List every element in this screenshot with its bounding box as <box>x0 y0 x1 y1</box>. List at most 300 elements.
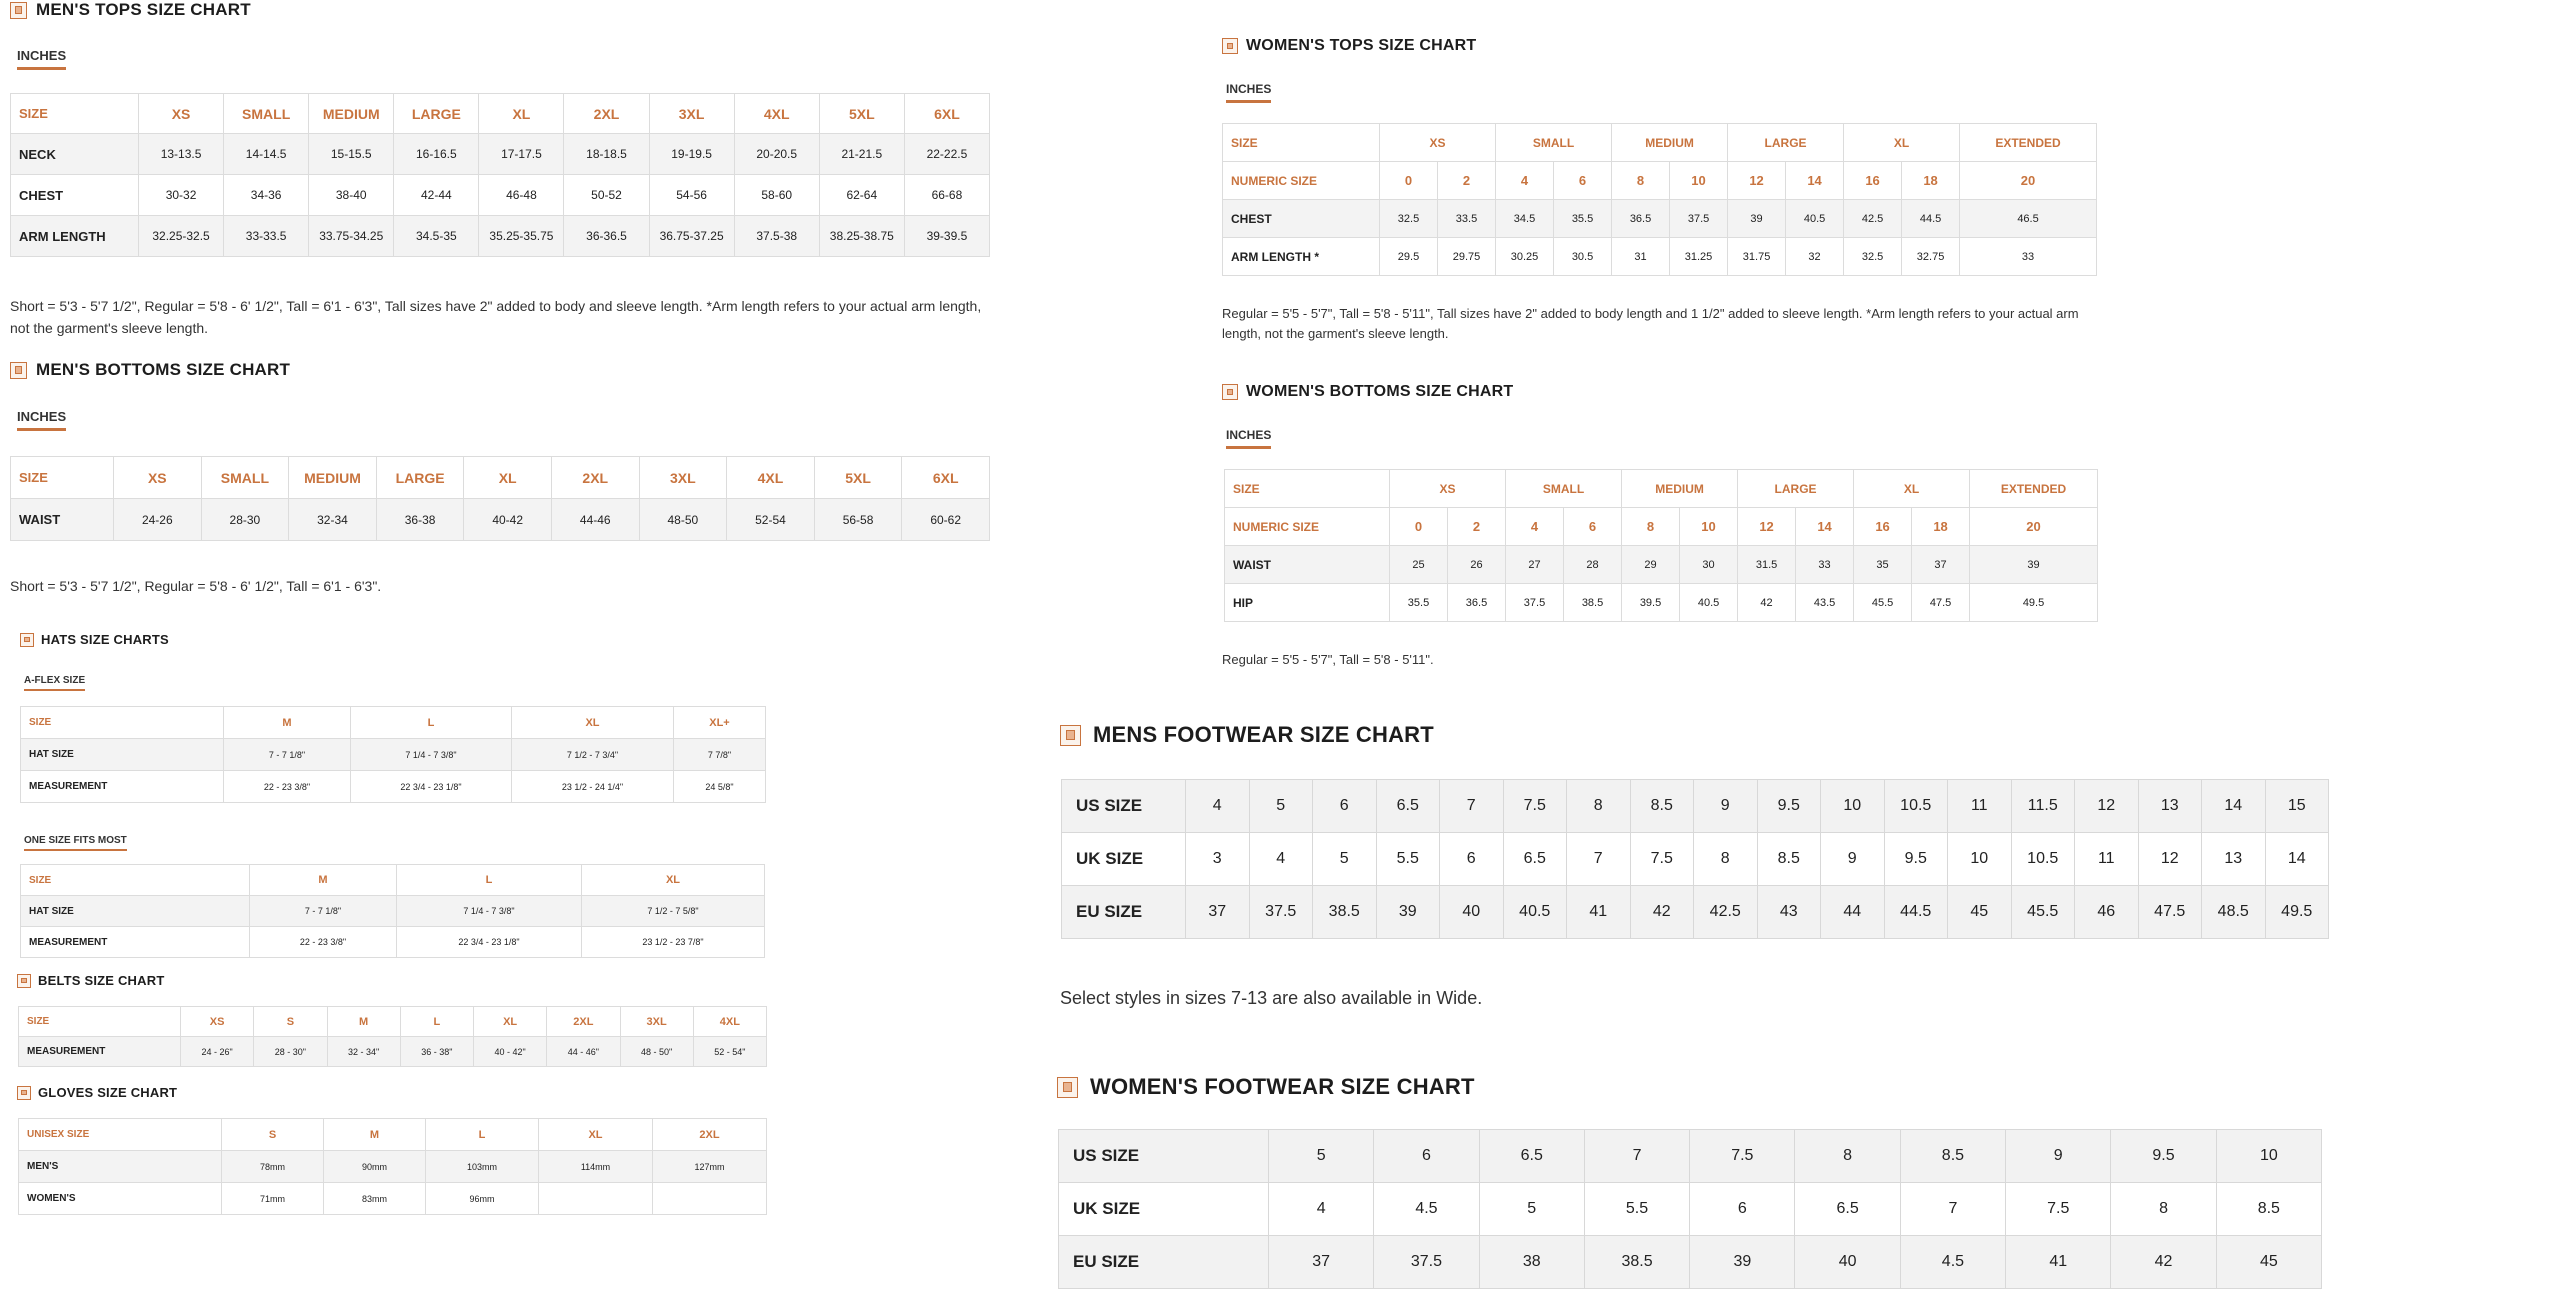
table-cell: 13-13.5 <box>139 134 224 175</box>
table-cell: 33 <box>1960 238 2097 276</box>
table-cell: 8.5 <box>2216 1183 2321 1236</box>
header-row <box>1223 162 2097 200</box>
table-cell: 11 <box>2075 833 2139 886</box>
table-cell: 62-64 <box>819 175 904 216</box>
mens-bottoms-header <box>10 360 290 380</box>
table-cell: 48 - 50" <box>620 1037 693 1067</box>
size-header-cell: XL+ <box>674 707 766 739</box>
table-cell: 48.5 <box>2202 886 2266 939</box>
size-header-cell: SMALL <box>201 457 289 499</box>
table-cell: 7.5 <box>1630 833 1694 886</box>
size-chart-icon <box>10 2 27 19</box>
table-cell: 28 <box>1564 546 1622 584</box>
table-cell: 35.5 <box>1390 584 1448 622</box>
table-cell: 44 <box>1821 886 1885 939</box>
mens-tops-note: Short = 5'3 - 5'7 1/2", Regular = 5'8 - 6' 1/2", Tall = 6'1 - 6'3", Tall sizes have 2" added to body and sleeve length. *Arm length refers to your actual arm length, not the garment's sleeve length. <box>10 298 982 336</box>
table-row <box>19 1151 767 1183</box>
header-row <box>1225 508 2098 546</box>
row-label: NECK <box>11 134 139 175</box>
header-row <box>19 1007 767 1037</box>
table-cell: 7 - 7 1/8" <box>250 896 397 927</box>
size-header-cell: XS <box>1390 470 1506 508</box>
table-cell: 7 7/8" <box>674 739 766 771</box>
table-cell: 15-15.5 <box>309 134 394 175</box>
row-label: ARM LENGTH * <box>1223 238 1380 276</box>
table-row <box>21 927 765 958</box>
row-label: SIZE <box>21 865 250 896</box>
osfm-tab[interactable] <box>24 830 127 851</box>
table-cell: 37.5 <box>1249 886 1313 939</box>
table-cell: 31.75 <box>1728 238 1786 276</box>
table-row <box>1062 833 2329 886</box>
table-cell: 16-16.5 <box>394 134 479 175</box>
table-cell: 20-20.5 <box>734 134 819 175</box>
table-row <box>11 216 990 257</box>
table-cell: 38 <box>1479 1236 1584 1289</box>
table-cell: 38.5 <box>1584 1236 1689 1289</box>
table-cell: 11.5 <box>2011 780 2075 833</box>
table-cell: 32.5 <box>1380 200 1438 238</box>
size-header-cell: 4 <box>1506 508 1564 546</box>
table-cell: 5.5 <box>1376 833 1440 886</box>
unit-tab-inches[interactable]: INCHES <box>1226 82 1271 103</box>
size-header-cell: 2XL <box>551 457 639 499</box>
row-label: SIZE <box>19 1007 181 1037</box>
table-cell: 52-54 <box>727 499 815 541</box>
gloves-section <box>17 1085 177 1100</box>
table-cell: 24-26 <box>114 499 202 541</box>
size-header-cell: XL <box>539 1119 653 1151</box>
table-cell: 56-58 <box>814 499 902 541</box>
mens-tops-section <box>10 0 251 20</box>
gloves-table <box>18 1118 767 1215</box>
size-header-cell: 18 <box>1912 508 1970 546</box>
table-cell: 50-52 <box>564 175 649 216</box>
hat-tab-one-size[interactable]: ONE SIZE FITS MOST <box>24 835 127 851</box>
table-cell: 8.5 <box>1630 780 1694 833</box>
section-title: HATS SIZE CHARTS <box>41 632 169 647</box>
size-header-cell: 3XL <box>639 457 727 499</box>
table-cell: 18-18.5 <box>564 134 649 175</box>
size-header-cell: L <box>351 707 512 739</box>
table-cell: 38.5 <box>1564 584 1622 622</box>
table-cell: 36.5 <box>1448 584 1506 622</box>
table-cell: 45 <box>1948 886 2012 939</box>
size-header-cell: L <box>397 865 582 896</box>
table-cell: 33-33.5 <box>224 216 309 257</box>
womens-tops-table <box>1222 123 2097 276</box>
table-cell: 37.5 <box>1670 200 1728 238</box>
table-cell: 38-40 <box>309 175 394 216</box>
table-cell: 32 <box>1786 238 1844 276</box>
table-cell: 36-38 <box>376 499 464 541</box>
table-cell: 7.5 <box>2006 1183 2111 1236</box>
table-row <box>1059 1130 2322 1183</box>
table-cell: 39 <box>1376 886 1440 939</box>
table-cell: 39.5 <box>1622 584 1680 622</box>
row-label: UNISEX SIZE <box>19 1119 222 1151</box>
table-cell: 83mm <box>324 1183 426 1215</box>
size-header-cell: 6 <box>1564 508 1622 546</box>
row-label: HAT SIZE <box>21 896 250 927</box>
header-row <box>11 457 990 499</box>
row-label: SIZE <box>11 457 114 499</box>
table-cell: 39 <box>1690 1236 1795 1289</box>
table-row <box>1225 546 2098 584</box>
table-cell: 6 <box>1440 833 1504 886</box>
table-cell: 32.5 <box>1844 238 1902 276</box>
womens-footwear-table <box>1058 1129 2322 1289</box>
mens-tops-tab[interactable] <box>17 47 66 70</box>
row-label: MEASUREMENT <box>21 927 250 958</box>
size-chart-icon <box>20 633 34 647</box>
table-cell: 9.5 <box>2111 1130 2216 1183</box>
size-header-cell: XS <box>181 1007 254 1037</box>
mens-footwear-header <box>1060 722 1434 748</box>
size-row <box>1223 124 2097 162</box>
size-header-cell: 6XL <box>904 94 989 134</box>
table-cell: 22-22.5 <box>904 134 989 175</box>
hat-tab-aflex[interactable]: A-FLEX SIZE <box>24 675 85 691</box>
size-header-cell: 3XL <box>649 94 734 134</box>
table-cell: 23 1/2 - 24 1/4" <box>512 771 674 803</box>
table-cell: 58-60 <box>734 175 819 216</box>
table-cell: 36 - 38" <box>400 1037 473 1067</box>
table-row <box>1059 1183 2322 1236</box>
table-row <box>19 1037 767 1067</box>
table-cell: 6 <box>1313 780 1377 833</box>
size-header-cell: 2XL <box>564 94 649 134</box>
table-cell: 7 1/2 - 7 5/8" <box>582 896 765 927</box>
table-cell: 42 <box>1738 584 1796 622</box>
size-header-cell: 10 <box>1670 162 1728 200</box>
size-header-cell: LARGE <box>1738 470 1854 508</box>
table-cell: 19-19.5 <box>649 134 734 175</box>
size-header-cell: 3XL <box>620 1007 693 1037</box>
table-cell: 43.5 <box>1796 584 1854 622</box>
mens-bottoms-note: Short = 5'3 - 5'7 1/2", Regular = 5'8 - 6' 1/2", Tall = 6'1 - 6'3". <box>10 578 382 594</box>
table-cell: 43 <box>1757 886 1821 939</box>
section-title: MEN'S BOTTOMS SIZE CHART <box>36 360 291 379</box>
table-cell: 28-30 <box>201 499 289 541</box>
table-cell: 38.5 <box>1313 886 1377 939</box>
size-header-cell: XL <box>479 94 564 134</box>
table-cell: 4 <box>1186 780 1250 833</box>
size-header-cell: M <box>250 865 397 896</box>
womens-tops-section <box>1222 37 1476 55</box>
osfm-table <box>20 864 765 958</box>
size-header-cell: MEDIUM <box>309 94 394 134</box>
table-cell: 35 <box>1854 546 1912 584</box>
table-row <box>1225 584 2098 622</box>
row-label: MEASUREMENT <box>21 771 224 803</box>
table-row <box>19 1183 767 1215</box>
table-cell: 3 <box>1186 833 1250 886</box>
table-cell: 7 <box>1567 833 1631 886</box>
table-cell: 12 <box>2075 780 2139 833</box>
size-header-cell: L <box>426 1119 539 1151</box>
size-header-cell: LARGE <box>376 457 464 499</box>
table-cell: 78mm <box>222 1151 324 1183</box>
table-cell: 48-50 <box>639 499 727 541</box>
table-cell: 9.5 <box>1884 833 1948 886</box>
table-cell: 34.5-35 <box>394 216 479 257</box>
table-cell: 5.5 <box>1584 1183 1689 1236</box>
table-cell: 40 <box>1440 886 1504 939</box>
size-header-cell: LARGE <box>394 94 479 134</box>
table-cell: 11 <box>1948 780 2012 833</box>
hats-header <box>20 632 169 647</box>
size-header-cell: L <box>400 1007 473 1037</box>
mens-footwear-note: Select styles in sizes 7-13 are also available in Wide. <box>1060 988 1483 1008</box>
table-cell: 22 - 23 3/8" <box>250 927 397 958</box>
table-cell: 32 - 34" <box>327 1037 400 1067</box>
table-cell: 36-36.5 <box>564 216 649 257</box>
table-cell: 4 <box>1269 1183 1374 1236</box>
row-label: HAT SIZE <box>21 739 224 771</box>
size-header-cell: SMALL <box>224 94 309 134</box>
table-cell: 6 <box>1374 1130 1479 1183</box>
mens-footwear-table <box>1061 779 2329 939</box>
row-label: WAIST <box>1225 546 1390 584</box>
aflex-tab[interactable] <box>24 670 85 691</box>
table-cell: 6.5 <box>1503 833 1567 886</box>
table-cell: 22 3/4 - 23 1/8" <box>351 771 512 803</box>
table-cell: 40-42 <box>464 499 552 541</box>
size-header-cell: M <box>224 707 351 739</box>
womens-bottoms-table <box>1224 469 2098 622</box>
table-cell: 37 <box>1186 886 1250 939</box>
size-header-cell: 6 <box>1554 162 1612 200</box>
table-cell: 39 <box>1970 546 2098 584</box>
row-label: SIZE <box>1225 470 1390 508</box>
size-header-cell: XL <box>512 707 674 739</box>
size-header-cell: 12 <box>1728 162 1786 200</box>
table-cell: 22 3/4 - 23 1/8" <box>397 927 582 958</box>
womens-tops-note: Regular = 5'5 - 5'7", Tall = 5'8 - 5'11", Tall sizes have 2" added to body length and 1 1/2" added to sleeve length. *Arm length refers to your actual arm length, not the garment's sleeve length. <box>1222 306 2079 342</box>
size-header-cell: EXTENDED <box>1960 124 2097 162</box>
section-title: MENS FOOTWEAR SIZE CHART <box>1093 722 1434 747</box>
size-header-cell: XS <box>114 457 202 499</box>
table-cell: 17-17.5 <box>479 134 564 175</box>
table-cell: 30.25 <box>1496 238 1554 276</box>
size-header-cell: 2XL <box>653 1119 767 1151</box>
womens-bottoms-note: Regular = 5'5 - 5'7", Tall = 5'8 - 5'11". <box>1222 652 1434 667</box>
table-row <box>1062 886 2329 939</box>
size-header-cell: 4XL <box>734 94 819 134</box>
size-chart-icon <box>17 974 31 988</box>
size-header-cell: 2 <box>1438 162 1496 200</box>
table-cell: 39 <box>1728 200 1786 238</box>
row-label: WOMEN'S <box>19 1183 222 1215</box>
belts-section <box>17 973 164 988</box>
table-cell: 9.5 <box>1757 780 1821 833</box>
size-header-cell: S <box>254 1007 327 1037</box>
table-cell: 21-21.5 <box>819 134 904 175</box>
header-row <box>11 94 990 134</box>
table-cell: 46.5 <box>1960 200 2097 238</box>
table-cell: 31.5 <box>1738 546 1796 584</box>
row-label: WAIST <box>11 499 114 541</box>
header-row <box>21 707 766 739</box>
table-cell: 14 <box>2202 780 2266 833</box>
row-label: MEASUREMENT <box>19 1037 181 1067</box>
row-label: SIZE <box>11 94 139 134</box>
table-cell: 45.5 <box>1854 584 1912 622</box>
row-label: US SIZE <box>1062 780 1186 833</box>
table-cell: 38.25-38.75 <box>819 216 904 257</box>
table-cell: 44 - 46" <box>547 1037 620 1067</box>
table-cell: 28 - 30" <box>254 1037 327 1067</box>
size-header-cell: MEDIUM <box>289 457 377 499</box>
row-label: SIZE <box>21 707 224 739</box>
size-header-cell: S <box>222 1119 324 1151</box>
table-cell: 10 <box>2216 1130 2321 1183</box>
mens-bottoms-tab[interactable] <box>17 408 66 431</box>
table-cell: 42.5 <box>1844 200 1902 238</box>
table-cell: 4.5 <box>1374 1183 1479 1236</box>
womens-footwear-section <box>1057 1074 1475 1100</box>
table-cell: 49.5 <box>2265 886 2329 939</box>
size-header-cell: M <box>324 1119 426 1151</box>
size-chart-icon <box>17 1086 31 1100</box>
table-cell: 5 <box>1479 1183 1584 1236</box>
table-cell: 25 <box>1390 546 1448 584</box>
size-header-cell: EXTENDED <box>1970 470 2098 508</box>
table-cell: 8 <box>1567 780 1631 833</box>
table-cell: 5 <box>1249 780 1313 833</box>
womens-bottoms-header <box>1222 383 1513 401</box>
table-cell: 71mm <box>222 1183 324 1215</box>
table-cell: 24 - 26" <box>181 1037 254 1067</box>
size-header-cell: 5XL <box>814 457 902 499</box>
table-cell: 33.5 <box>1438 200 1496 238</box>
size-header-cell: 4XL <box>727 457 815 499</box>
size-header-cell: 16 <box>1854 508 1912 546</box>
table-cell: 36.75-37.25 <box>649 216 734 257</box>
table-cell: 34.5 <box>1496 200 1554 238</box>
mens-tops-header <box>10 0 251 20</box>
size-header-cell: SMALL <box>1506 470 1622 508</box>
table-cell: 35.25-35.75 <box>479 216 564 257</box>
table-cell: 7.5 <box>1690 1130 1795 1183</box>
table-cell: 34-36 <box>224 175 309 216</box>
womens-tops-header <box>1222 37 1476 55</box>
table-row <box>11 134 990 175</box>
row-label: MEN'S <box>19 1151 222 1183</box>
table-row <box>21 739 766 771</box>
table-cell: 52 - 54" <box>693 1037 766 1067</box>
row-label: NUMERIC SIZE <box>1225 508 1390 546</box>
header-row <box>19 1119 767 1151</box>
unit-tab-inches[interactable]: INCHES <box>17 48 66 70</box>
table-cell: 49.5 <box>1970 584 2098 622</box>
table-cell: 10.5 <box>1884 780 1948 833</box>
womens-bottoms-tab[interactable] <box>1226 426 1271 449</box>
table-cell: 42 <box>1630 886 1694 939</box>
hats-section <box>20 632 169 647</box>
table-cell: 14-14.5 <box>224 134 309 175</box>
size-header-cell: XL <box>464 457 552 499</box>
table-row <box>1223 238 2097 276</box>
table-row <box>1059 1236 2322 1289</box>
table-cell: 30.5 <box>1554 238 1612 276</box>
mens-bottoms-table <box>10 456 990 541</box>
table-cell: 54-56 <box>649 175 734 216</box>
size-header-cell: 4XL <box>693 1007 766 1037</box>
header-row <box>21 865 765 896</box>
table-cell: 127mm <box>653 1151 767 1183</box>
belts-header <box>17 973 164 988</box>
table-cell: 7 <box>1584 1130 1689 1183</box>
table-cell: 32.25-32.5 <box>139 216 224 257</box>
table-cell: 5 <box>1269 1130 1374 1183</box>
section-title: WOMEN'S BOTTOMS SIZE CHART <box>1246 383 1514 400</box>
size-header-cell: 12 <box>1738 508 1796 546</box>
table-cell: 42 <box>2111 1236 2216 1289</box>
size-header-cell: 2XL <box>547 1007 620 1037</box>
size-header-cell: 20 <box>1970 508 2098 546</box>
table-cell: 10 <box>1948 833 2012 886</box>
unit-tab-inches[interactable]: INCHES <box>17 409 66 431</box>
table-cell: 6.5 <box>1795 1183 1900 1236</box>
table-cell: 6 <box>1690 1183 1795 1236</box>
size-header-cell: 16 <box>1844 162 1902 200</box>
table-cell: 40 - 42" <box>474 1037 547 1067</box>
size-header-cell: XL <box>1854 470 1970 508</box>
size-row <box>1225 470 2098 508</box>
size-header-cell: 0 <box>1390 508 1448 546</box>
table-cell: 30-32 <box>139 175 224 216</box>
table-cell: 32-34 <box>289 499 377 541</box>
table-cell: 36.5 <box>1612 200 1670 238</box>
table-cell: 41 <box>2006 1236 2111 1289</box>
table-cell: 37.5-38 <box>734 216 819 257</box>
table-cell: 4.5 <box>1900 1236 2005 1289</box>
unit-tab-inches[interactable]: INCHES <box>1226 428 1271 449</box>
size-header-cell: 8 <box>1622 508 1680 546</box>
size-chart-icon <box>1222 38 1238 54</box>
table-cell: 7 1/4 - 7 3/8" <box>397 896 582 927</box>
row-label: CHEST <box>1223 200 1380 238</box>
table-cell: 37.5 <box>1506 584 1564 622</box>
table-cell: 33 <box>1796 546 1854 584</box>
table-cell: 35.5 <box>1554 200 1612 238</box>
table-cell: 47.5 <box>1912 584 1970 622</box>
size-header-cell: MEDIUM <box>1622 470 1738 508</box>
size-chart-icon <box>1057 1077 1078 1098</box>
table-cell: 22 - 23 3/8" <box>224 771 351 803</box>
size-header-cell: LARGE <box>1728 124 1844 162</box>
table-cell: 44-46 <box>551 499 639 541</box>
row-label: EU SIZE <box>1059 1236 1269 1289</box>
size-header-cell: XL <box>474 1007 547 1037</box>
table-cell: 9 <box>1821 833 1885 886</box>
table-cell: 23 1/2 - 23 7/8" <box>582 927 765 958</box>
size-header-cell: 4 <box>1496 162 1554 200</box>
table-cell: 103mm <box>426 1151 539 1183</box>
row-label: US SIZE <box>1059 1130 1269 1183</box>
womens-tops-tab[interactable] <box>1226 80 1271 103</box>
table-row <box>21 771 766 803</box>
size-chart-icon <box>1060 725 1081 746</box>
table-row <box>1062 780 2329 833</box>
size-header-cell: XS <box>139 94 224 134</box>
size-header-cell: 14 <box>1786 162 1844 200</box>
table-cell: 6.5 <box>1479 1130 1584 1183</box>
table-cell: 12 <box>2138 833 2202 886</box>
gloves-header <box>17 1085 177 1100</box>
